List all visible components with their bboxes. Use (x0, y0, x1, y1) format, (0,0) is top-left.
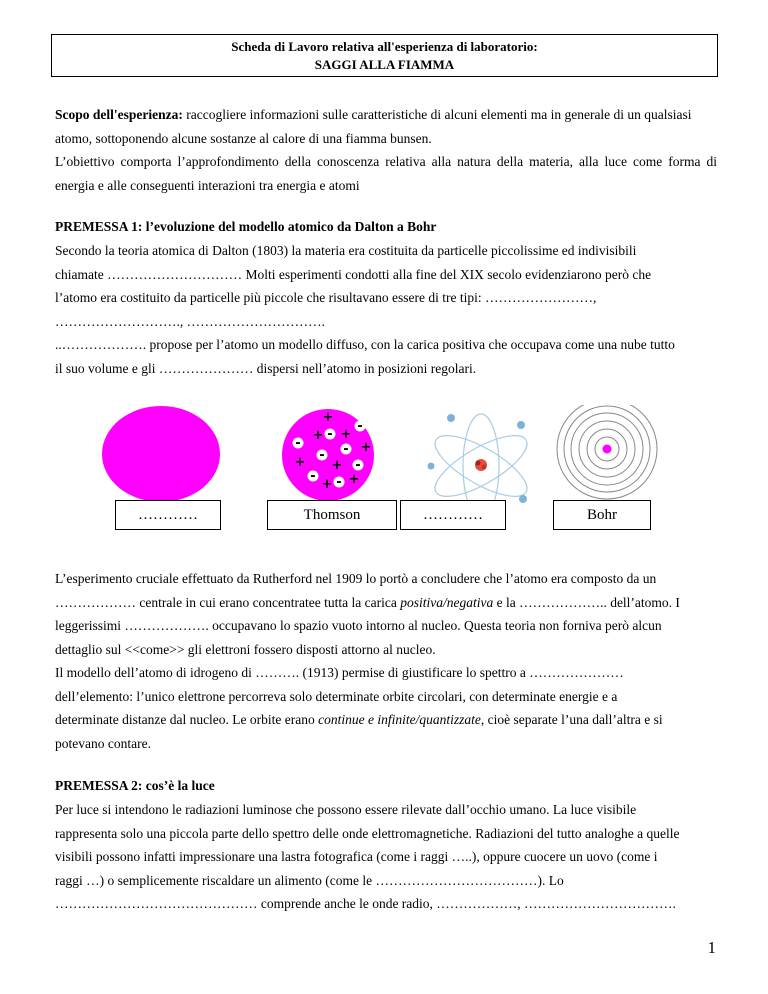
premise2-line: raggi …) o semplicemente riscaldare un alimento (come le ………………………………). Lo (55, 872, 564, 888)
svg-text:+: + (331, 458, 343, 473)
objective-paragraph: L’obiettivo comporta l’approfondimento della conoscenza relativa alla natura della materia, alla luce come forma di energia e alle conseguenti interazioni tra energia e atomi (55, 154, 717, 193)
svg-text:+: + (321, 477, 333, 492)
svg-text:-: - (310, 469, 316, 484)
rutherford-line: L’esperimento cruciale effettuato da Rutherford nel 1909 lo portò a concludere che l’atomo era composto da un (55, 571, 657, 586)
rutherford-line: leggerissimi ………………. occupavano lo spazio vuoto intorno al nucleo. Questa teoria non forniva però alcun (55, 618, 662, 633)
scope-text: raccogliere informazioni sulle caratteristiche di alcuni elementi ma in generale di un qualsiasi atomo, sottoponendo alcune sostanze al calore di una fiamma bunsen. (55, 107, 692, 146)
premise1-line: ..………………. propose per l’atomo un modello diffuso, con la carica positiva che occupava come una nube tutto (55, 337, 675, 352)
premise2-heading-text: PREMESSA 2: cos’è la luce (55, 778, 215, 793)
premise1-line: Secondo la teoria atomica di Dalton (1803) la materia era costituita da particelle piccolissime ed indivisibili (55, 243, 637, 258)
page-number: 1 (707, 938, 716, 957)
label-bohr: Bohr (553, 500, 651, 530)
title-line-1: Scheda di Lavoro relativa all'esperienza di laboratorio: (231, 39, 538, 54)
bohr-line: determinate distanze dal nucleo. Le orbite erano continue e infinite/quantizzate, cioè separate l’una dall’altra e si (55, 712, 663, 727)
svg-text:-: - (343, 442, 349, 457)
svg-text:+: + (312, 428, 324, 443)
svg-text:+: + (340, 427, 352, 442)
premise2-line: rappresenta solo una piccola parte dello spettro delle onde elettromagnetiche. Radiazioni del tutto analoghe a quelle (55, 825, 680, 841)
svg-text:+: + (348, 472, 360, 487)
scope-label: Scopo dell'esperienza: (55, 107, 183, 122)
svg-text:-: - (355, 458, 361, 473)
premise2-heading (55, 774, 717, 798)
svg-text:-: - (319, 448, 325, 463)
premise1-heading-text: PREMESSA 1: l’evoluzione del modello atomico da Dalton a Bohr (55, 219, 437, 234)
premise1-line: il suo volume e gli ………………… dispersi nell’atomo in posizioni regolari. (55, 360, 477, 376)
premise2-line: visibili possono infatti impressionare una lastra fotografica (come i raggi …..), oppure cuocere un uovo (come i (55, 849, 658, 864)
label-dalton: ………… (115, 500, 221, 530)
svg-text:+: + (294, 455, 306, 470)
scope-paragraph (55, 103, 717, 150)
bohr-line: dell’elemento: l’unico elettrone percorreva solo determinate orbite circolari, con determinate energie e a (55, 688, 618, 704)
premise2-line: ……………………………………… comprende anche le onde radio, ………………, ……………………………. (55, 896, 676, 911)
premise1-line: ………………………., …………………………. (55, 313, 325, 329)
bohr-line: Il modello dell’atomo di idrogeno di ………. (1913) permise di giustificare lo spettro a ………………… (55, 665, 624, 680)
svg-text:-: - (357, 419, 363, 434)
premise1-heading (55, 215, 717, 239)
bohr-line: potevano contare. (55, 735, 151, 751)
title-box (51, 34, 718, 77)
label-rutherford: ………… (400, 500, 506, 530)
svg-text:+: + (360, 440, 372, 455)
premise1-body (55, 239, 717, 380)
premise2-line: Per luce si intendono le radiazioni luminose che possono essere rilevate dall’occhio umano. La luce visibile (55, 802, 637, 817)
dalton-sphere (102, 406, 220, 502)
premise1-line: chiamate ………………………… Molti esperimenti condotti alla fine del XIX secolo evidenziarono però che (55, 266, 652, 282)
premise1-line: l’atomo era costituito da particelle più piccole che risultavano essere di tre tipi: ……………………, (55, 290, 597, 305)
premise2-body (55, 798, 717, 916)
rutherford-line: dettaglio sul <<come>> gli elettroni fossero disposti attorno al nucleo. (55, 641, 436, 657)
bohr-nucleus (603, 445, 612, 454)
rutherford-paragraph (55, 567, 717, 755)
svg-text:-: - (295, 436, 301, 451)
svg-text:-: - (336, 475, 342, 490)
label-thomson: Thomson (267, 500, 397, 530)
title-line-2: SAGGI ALLA FIAMMA (314, 57, 455, 72)
rutherford-line: ……………… centrale in cui erano concentratee tutta la carica positiva/negativa e la ……………….. dell’atomo. I (55, 594, 680, 610)
svg-text:-: - (327, 427, 333, 442)
svg-text:+: + (322, 410, 334, 425)
